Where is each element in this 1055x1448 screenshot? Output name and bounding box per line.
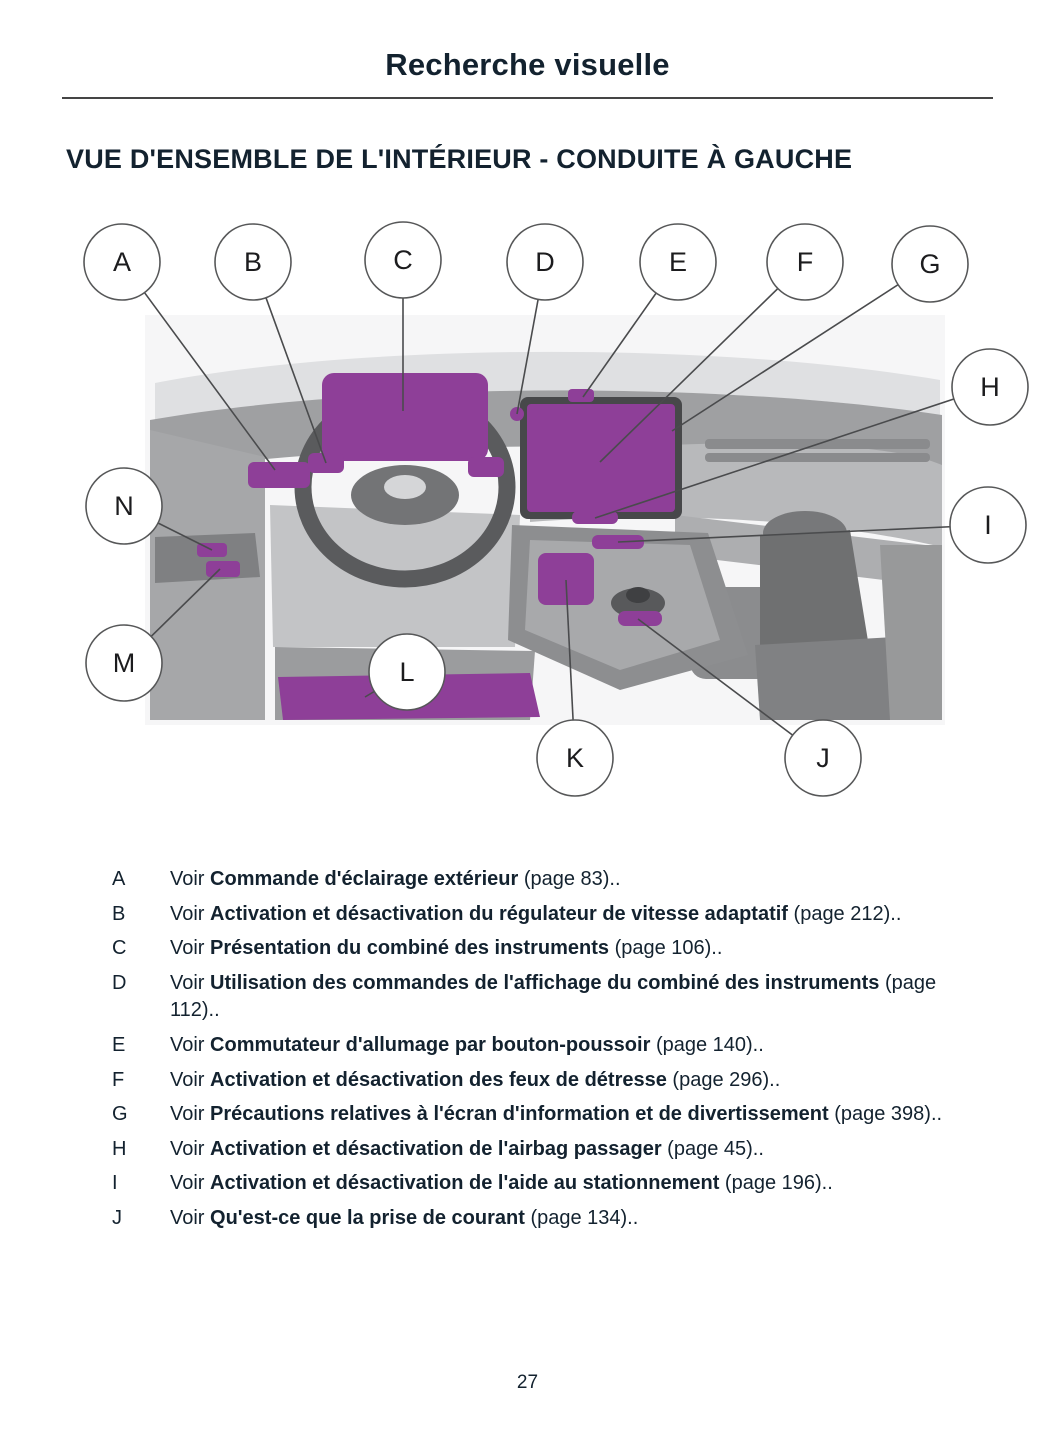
callout-a — [84, 224, 160, 300]
highlight-instrument-cluster — [322, 373, 488, 461]
callout-g — [892, 226, 968, 302]
item-page-ref: (page 140).. — [655, 1033, 764, 1056]
item-page-ref: (page 83).. — [523, 868, 621, 890]
callout-d-letter: D — [535, 247, 555, 277]
item-text — [170, 866, 970, 894]
list-item-e — [112, 1032, 970, 1060]
callout-e-letter: E — [668, 247, 688, 277]
callout-f — [767, 224, 843, 300]
item-see: Voir — [170, 1033, 205, 1056]
item-page-ref: (page 212).. — [793, 902, 902, 925]
callout-e — [640, 224, 716, 300]
callout-i-letter: I — [984, 510, 992, 540]
item-text — [170, 935, 970, 963]
callout-j-letter: J — [816, 743, 830, 773]
highlight-power-outlet — [618, 611, 662, 626]
item-title: Activation et désactivation de l'aide au stationnement — [210, 1172, 720, 1195]
item-see: Voir — [170, 1206, 205, 1229]
item-text — [170, 901, 970, 929]
list-item-h — [112, 1136, 970, 1164]
list-item-c — [112, 935, 970, 963]
list-item-a — [112, 866, 970, 894]
interior-overview-diagram — [55, 215, 1055, 805]
item-see: Voir — [170, 1137, 205, 1160]
page-number: 27 — [516, 1372, 539, 1393]
item-page-ref: (page 134).. — [530, 1206, 639, 1229]
item-see: Voir — [170, 1068, 205, 1091]
item-page-ref: (page 398).. — [834, 1103, 943, 1126]
callout-b-letter: B — [243, 247, 263, 277]
list-item-b — [112, 901, 970, 929]
item-title: Commutateur d'allumage par bouton-poussoir — [210, 1033, 651, 1056]
dashboard-art — [145, 315, 945, 725]
highlight-door-switch-lower — [206, 561, 240, 577]
item-text — [170, 1067, 970, 1095]
callout-c — [365, 222, 441, 298]
item-text — [170, 1136, 970, 1164]
legend-list — [112, 866, 970, 1240]
highlight-console-panel — [538, 553, 594, 605]
list-item-g — [112, 1101, 970, 1129]
item-page-ref: (page 106).. — [614, 937, 723, 960]
callout-g-letter: G — [919, 249, 941, 279]
callout-l-letter: L — [399, 657, 415, 687]
item-title: Commande d'éclairage extérieur — [210, 868, 519, 890]
callout-h-letter: H — [980, 372, 1000, 402]
item-see: Voir — [170, 1103, 205, 1126]
highlight-right-stalk — [468, 457, 504, 477]
callout-n-letter: N — [114, 491, 134, 521]
highlight-exterior-lighting-control — [248, 462, 310, 488]
item-text — [170, 1032, 970, 1060]
page-title: Recherche visuelle — [385, 47, 670, 82]
header-rule — [62, 97, 993, 99]
item-title: Précautions relatives à l'écran d'information et de divertissement — [210, 1103, 829, 1126]
list-item-j — [112, 1205, 970, 1233]
item-letter: B — [112, 902, 126, 925]
item-letter: D — [112, 971, 127, 994]
item-letter: A — [112, 868, 126, 890]
list-item-d — [112, 970, 970, 1025]
item-title: Activation et désactivation des feux de détresse — [210, 1068, 667, 1091]
item-see: Voir — [170, 902, 205, 925]
item-text — [170, 1205, 970, 1233]
item-page-ref: (page 196).. — [724, 1172, 833, 1195]
callout-c-letter: C — [393, 245, 413, 275]
callout-k — [537, 720, 613, 796]
section-title: VUE D'ENSEMBLE DE L'INTÉRIEUR - CONDUITE À GAUCHE — [66, 144, 853, 174]
highlight-touchscreen — [527, 404, 675, 512]
callout-b — [215, 224, 291, 300]
callout-l — [369, 634, 445, 710]
item-see: Voir — [170, 1172, 205, 1195]
item-title: Utilisation des commandes de l'affichage du combiné des instruments — [210, 971, 880, 994]
item-letter: J — [112, 1206, 122, 1229]
highlight-ignition-button — [568, 389, 594, 402]
item-title: Activation et désactivation du régulateur de vitesse adaptatif — [210, 902, 788, 925]
callout-i — [950, 487, 1026, 563]
callout-n — [86, 468, 162, 544]
callout-h — [952, 349, 1028, 425]
callout-d — [507, 224, 583, 300]
item-see: Voir — [170, 937, 205, 960]
item-page-ref: (page 112).. — [170, 971, 937, 1022]
callout-f-letter: F — [796, 247, 814, 277]
item-text — [170, 1101, 970, 1129]
item-letter: E — [112, 1033, 126, 1056]
callout-a-letter: A — [112, 247, 132, 277]
callout-k-letter: K — [565, 743, 585, 773]
item-page-ref: (page 45).. — [667, 1137, 764, 1160]
item-page-ref: (page 296).. — [672, 1068, 781, 1091]
item-letter: H — [112, 1137, 127, 1160]
item-title: Qu'est-ce que la prise de courant — [210, 1206, 525, 1229]
list-item-i — [112, 1170, 970, 1198]
item-see: Voir — [170, 868, 205, 890]
callout-m — [86, 625, 162, 701]
callout-j — [785, 720, 861, 796]
item-title: Activation et désactivation de l'airbag passager — [210, 1137, 662, 1160]
item-letter: I — [112, 1172, 118, 1195]
item-see: Voir — [170, 971, 205, 994]
callout-m-letter: M — [112, 648, 136, 678]
item-letter: G — [112, 1103, 128, 1126]
item-title: Présentation du combiné des instruments — [210, 937, 609, 960]
item-text — [170, 970, 970, 1025]
item-text — [170, 1170, 970, 1198]
item-letter: F — [112, 1068, 125, 1091]
list-item-f — [112, 1067, 970, 1095]
item-letter: C — [112, 937, 127, 960]
